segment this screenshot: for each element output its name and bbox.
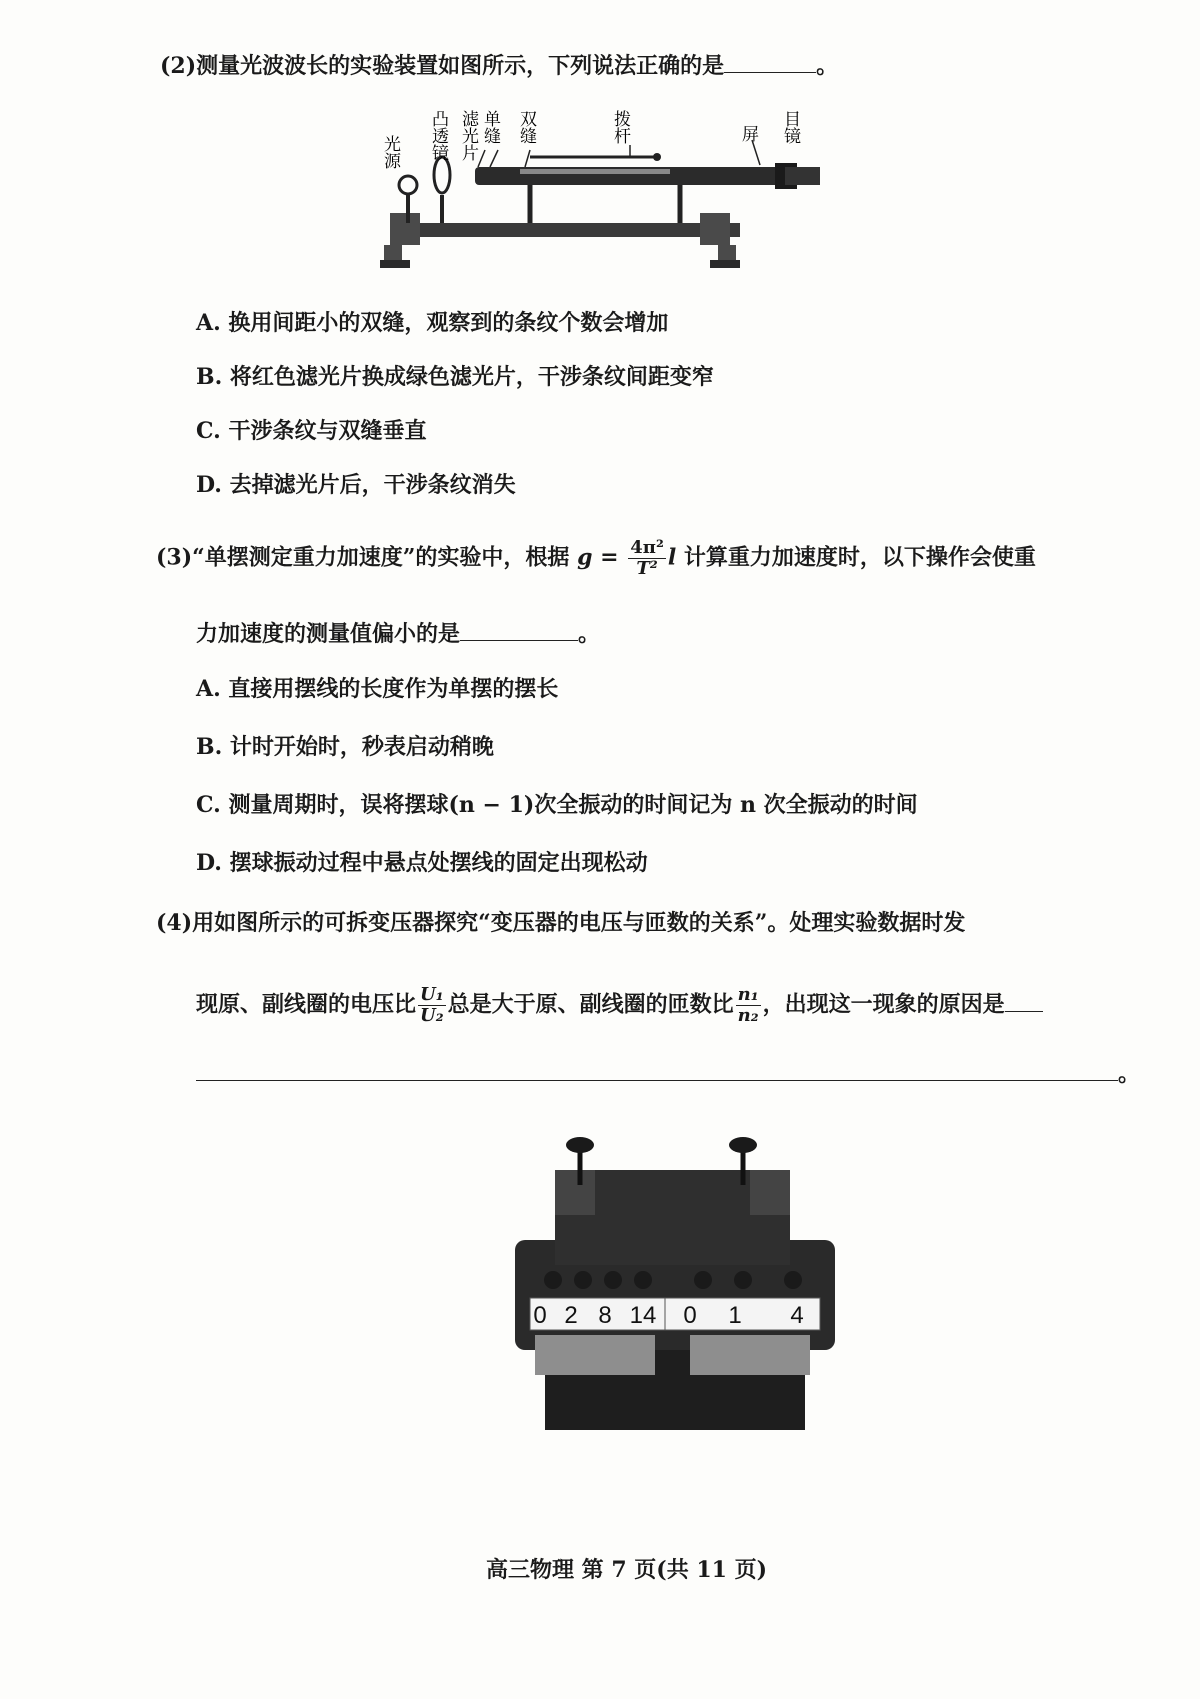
label-single-slit: 单缝 [480, 110, 500, 144]
turns-denominator: n₂ [737, 1005, 759, 1026]
formula-g: g = [577, 544, 619, 571]
coil-number-4: 4 [790, 1302, 804, 1329]
q2-option-c[interactable]: C. 干涉条纹与双缝垂直 [196, 418, 427, 444]
coil-number-0: 0 [533, 1302, 547, 1329]
coil-number-1: 1 [728, 1302, 742, 1329]
label-lever: 拨杆 [610, 110, 630, 144]
q4-stem-line2 [196, 985, 1043, 1026]
q3-stem-line1 [156, 538, 1036, 579]
q2-stem-text: (2)测量光波波长的实验装置如图所示，下列说法正确的是 [160, 53, 725, 79]
q2-stem [160, 50, 838, 81]
voltage-numerator: U₁ [420, 984, 444, 1005]
label-filter: 滤光片 [458, 110, 478, 161]
label-convex-lens: 凸透镜 [428, 110, 448, 161]
label-double-slit: 双缝 [516, 110, 536, 144]
q4-stem-b3: ，出现这一现象的原因是 [762, 991, 1005, 1018]
q3-option-b[interactable]: B. 计时开始时，秒表启动稍晚 [196, 734, 494, 760]
q3-stem-c: 力加速度的测量值偏小的是 [196, 621, 461, 647]
q4-stem-b2: 总是大于原、副线圈的匝数比 [447, 991, 734, 1018]
q3-stem-b: 计算重力加速度时，以下操作会使重 [683, 544, 1036, 571]
q4-answer-line [196, 1058, 1140, 1089]
turns-numerator: n₁ [737, 984, 759, 1005]
label-light-source: 光源 [380, 135, 400, 169]
q2-option-d[interactable]: D. 去掉滤光片后，干涉条纹消失 [196, 472, 516, 498]
q3-option-d[interactable]: D. 摆球振动过程中悬点处摆线的固定出现松动 [196, 850, 648, 876]
formula-l: l [667, 544, 677, 571]
q4-stem-b1: 现原、副线圈的电压比 [196, 991, 417, 1018]
q2-option-b[interactable]: B. 将红色滤光片换成绿色滤光片，干涉条纹间距变窄 [196, 364, 714, 390]
coil-number-8: 8 [598, 1302, 612, 1329]
transformer-figure [515, 1130, 835, 1440]
voltage-denominator: U₂ [420, 1005, 444, 1026]
q2-stem-end: 。 [816, 53, 839, 79]
q2-option-a[interactable]: A. 换用间距小的双缝，观察到的条纹个数会增加 [196, 310, 669, 336]
formula-denominator: T² [636, 558, 658, 579]
q4-stem-end: 。 [1118, 1061, 1141, 1087]
q3-stem-a: (3)“单摆测定重力加速度”的实验中，根据 [156, 544, 570, 571]
voltage-ratio [418, 985, 446, 1026]
q4-answer-blank[interactable] [196, 1058, 1118, 1081]
q4-stem-line1: (4)用如图所示的可拆变压器探究“变压器的电压与匝数的关系”。处理实验数据时发 [156, 910, 966, 936]
coil-number-2: 2 [564, 1302, 578, 1329]
q3-option-a[interactable]: A. 直接用摆线的长度作为单摆的摆长 [196, 676, 559, 702]
q3-stem-line2 [196, 618, 600, 649]
q3-option-c[interactable]: C. 测量周期时，误将摆球(n − 1)次全振动的时间记为 n 次全振动的时间 [196, 792, 918, 818]
label-screen: 屏 [742, 125, 759, 145]
coil-number-14: 14 [629, 1302, 657, 1329]
q4-answer-blank-start[interactable] [1005, 989, 1043, 1012]
q3-answer-blank[interactable] [460, 618, 578, 641]
q2-answer-blank[interactable] [724, 50, 816, 73]
formula-fraction [628, 538, 666, 579]
formula-numerator: 4π² [630, 537, 664, 558]
coil-number-0b: 0 [683, 1302, 697, 1329]
q3-stem-end: 。 [578, 621, 601, 647]
turns-ratio [736, 985, 761, 1026]
page-footer: 高三物理 第 7 页(共 11 页) [486, 1557, 768, 1583]
label-eyepiece: 目镜 [780, 110, 800, 144]
double-slit-apparatus-figure [380, 105, 900, 285]
